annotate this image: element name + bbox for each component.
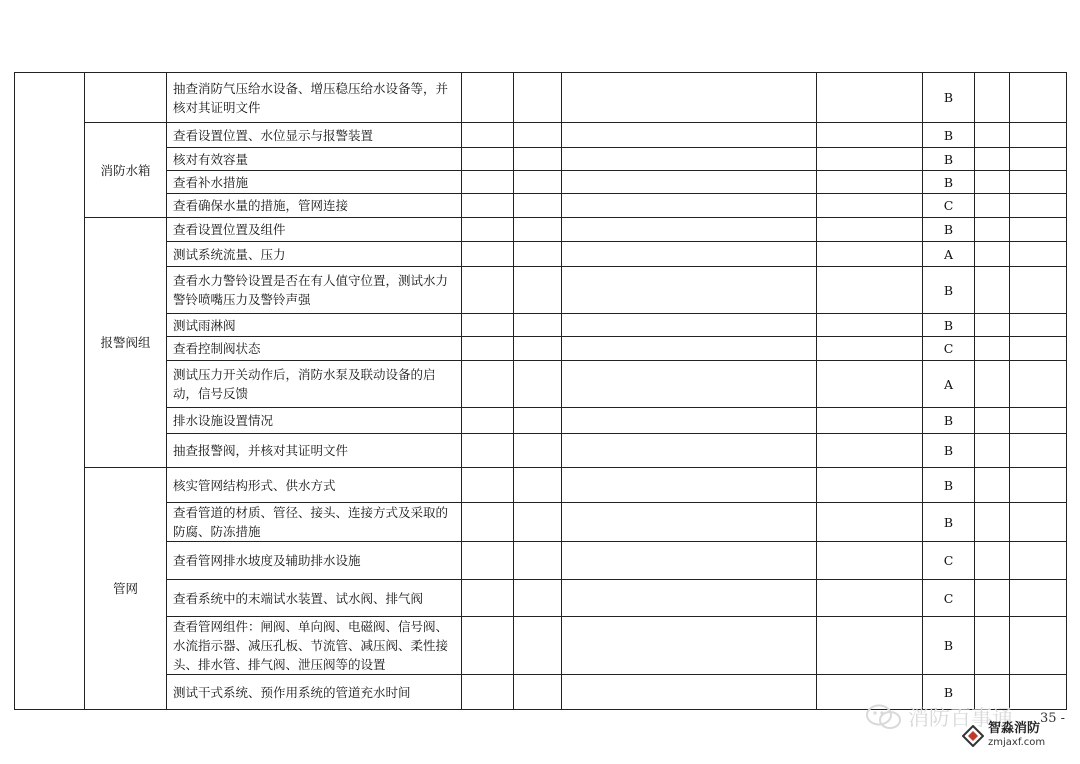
blank-cell (975, 218, 1010, 242)
table-row (15, 408, 1067, 434)
blank-cell (462, 580, 514, 617)
table-row (15, 542, 1067, 580)
table-row (15, 314, 1067, 337)
blank-cell (514, 361, 562, 408)
table-row (15, 468, 1067, 503)
blank-cell (975, 314, 1010, 337)
blank-cell (514, 434, 562, 468)
inspection-item: 查看系统中的末端试水装置、试水阀、排气阀 (167, 580, 462, 617)
blank-cell (462, 314, 514, 337)
blank-cell (1010, 503, 1067, 542)
blank-cell (975, 267, 1010, 314)
inspection-item: 测试压力开关动作后，消防水泵及联动设备的启动，信号反馈 (167, 361, 462, 408)
blank-cell (562, 337, 817, 361)
grade-cell: A (923, 242, 975, 267)
inspection-item: 查看设置位置及组件 (167, 218, 462, 242)
inspection-item: 查看管网排水坡度及辅助排水设施 (167, 542, 462, 580)
grade-cell: B (923, 675, 975, 710)
blank-cell (975, 361, 1010, 408)
blank-cell (1010, 242, 1067, 267)
blank-cell (462, 171, 514, 194)
blank-cell (1010, 218, 1067, 242)
blank-cell (562, 194, 817, 218)
blank-cell (1010, 468, 1067, 503)
grade-cell: B (923, 148, 975, 171)
blank-cell (1010, 148, 1067, 171)
blank-cell (562, 434, 817, 468)
blank-cell (1010, 314, 1067, 337)
group-name: 消防水箱 (85, 123, 167, 218)
grade-cell: B (923, 267, 975, 314)
blank-cell (462, 337, 514, 361)
blank-cell (562, 468, 817, 503)
blank-cell (462, 542, 514, 580)
grade-cell: C (923, 194, 975, 218)
blank-cell (975, 408, 1010, 434)
blank-cell (462, 434, 514, 468)
logo-url: zmjaxf.com (988, 737, 1046, 748)
blank-cell (975, 171, 1010, 194)
group-name: 管网 (85, 468, 167, 710)
table-row (15, 171, 1067, 194)
blank-cell (514, 123, 562, 148)
grade-cell: B (923, 468, 975, 503)
blank-cell (462, 194, 514, 218)
table-row (15, 267, 1067, 314)
watermark-text: 消防百事通 (908, 706, 1013, 730)
blank-cell (562, 123, 817, 148)
inspection-item: 查看管道的材质、管径、接头、连接方式及采取的防腐、防冻措施 (167, 503, 462, 542)
grade-cell: C (923, 337, 975, 361)
inspection-item: 测试干式系统、预作用系统的管道充水时间 (167, 675, 462, 710)
blank-cell (562, 314, 817, 337)
blank-cell (817, 542, 923, 580)
blank-cell (514, 468, 562, 503)
blank-cell (462, 408, 514, 434)
blank-cell (975, 580, 1010, 617)
blank-cell (514, 408, 562, 434)
section-cell (15, 73, 85, 710)
inspection-item: 测试系统流量、压力 (167, 242, 462, 267)
inspection-item: 抽查消防气压给水设备、增压稳压给水设备等，并核对其证明文件 (167, 73, 462, 123)
blank-cell (1010, 361, 1067, 408)
group-name (85, 73, 167, 123)
blank-cell (462, 361, 514, 408)
blank-cell (562, 542, 817, 580)
blank-cell (462, 148, 514, 171)
inspection-item: 查看确保水量的措施，管网连接 (167, 194, 462, 218)
blank-cell (817, 123, 923, 148)
blank-cell (1010, 434, 1067, 468)
blank-cell (562, 171, 817, 194)
grade-cell: B (923, 617, 975, 675)
blank-cell (562, 242, 817, 267)
blank-cell (562, 73, 817, 123)
table-row (15, 337, 1067, 361)
blank-cell (817, 242, 923, 267)
blank-cell (817, 580, 923, 617)
blank-cell (817, 617, 923, 675)
blank-cell (817, 148, 923, 171)
blank-cell (1010, 408, 1067, 434)
table-row (15, 242, 1067, 267)
blank-cell (514, 73, 562, 123)
wechat-icon (866, 704, 902, 730)
blank-cell (1010, 123, 1067, 148)
blank-cell (1010, 267, 1067, 314)
logo-title: 智淼消防 (988, 721, 1041, 736)
blank-cell (562, 675, 817, 710)
blank-cell (462, 123, 514, 148)
blank-cell (975, 617, 1010, 675)
blank-cell (975, 73, 1010, 123)
table-row (15, 361, 1067, 408)
blank-cell (975, 542, 1010, 580)
inspection-item: 查看管网组件：闸阀、单向阀、电磁阀、信号阀、水流指示器、减压孔板、节流管、减压阀、柔性接头、排水管、排气阀、泄压阀等的设置 (167, 617, 462, 675)
blank-cell (514, 580, 562, 617)
blank-cell (817, 434, 923, 468)
site-logo (962, 722, 1045, 750)
blank-cell (1010, 337, 1067, 361)
blank-cell (514, 542, 562, 580)
blank-cell (1010, 542, 1067, 580)
blank-cell (514, 675, 562, 710)
table-row (15, 503, 1067, 542)
inspection-item: 核对有效容量 (167, 148, 462, 171)
table-row (15, 218, 1067, 242)
blank-cell (817, 314, 923, 337)
blank-cell (975, 148, 1010, 171)
grade-cell: B (923, 408, 975, 434)
blank-cell (462, 73, 514, 123)
blank-cell (562, 361, 817, 408)
blank-cell (462, 218, 514, 242)
table-row (15, 73, 1067, 123)
blank-cell (975, 434, 1010, 468)
inspection-item: 抽查报警阀，并核对其证明文件 (167, 434, 462, 468)
grade-cell: B (923, 434, 975, 468)
blank-cell (817, 503, 923, 542)
inspection-item: 查看控制阀状态 (167, 337, 462, 361)
group-name: 报警阀组 (85, 218, 167, 468)
table-row (15, 194, 1067, 218)
grade-cell: C (923, 542, 975, 580)
blank-cell (514, 242, 562, 267)
grade-cell: B (923, 503, 975, 542)
inspection-table (14, 72, 1067, 710)
blank-cell (562, 580, 817, 617)
blank-cell (514, 148, 562, 171)
blank-cell (1010, 171, 1067, 194)
blank-cell (1010, 580, 1067, 617)
grade-cell: B (923, 123, 975, 148)
blank-cell (514, 218, 562, 242)
blank-cell (817, 408, 923, 434)
table-row (15, 148, 1067, 171)
page-number: 35 - (1040, 711, 1066, 726)
blank-cell (817, 218, 923, 242)
blank-cell (817, 267, 923, 314)
blank-cell (462, 267, 514, 314)
blank-cell (817, 361, 923, 408)
table-row (15, 123, 1067, 148)
blank-cell (514, 503, 562, 542)
blank-cell (514, 194, 562, 218)
inspection-item: 查看水力警铃设置是否在有人值守位置，测试水力警铃喷嘴压力及警铃声强 (167, 267, 462, 314)
grade-cell: A (923, 361, 975, 408)
blank-cell (817, 171, 923, 194)
blank-cell (462, 617, 514, 675)
blank-cell (462, 503, 514, 542)
blank-cell (975, 468, 1010, 503)
grade-cell: B (923, 218, 975, 242)
blank-cell (562, 408, 817, 434)
inspection-item: 核实管网结构形式、供水方式 (167, 468, 462, 503)
blank-cell (975, 194, 1010, 218)
grade-cell: B (923, 73, 975, 123)
blank-cell (975, 242, 1010, 267)
table-row (15, 617, 1067, 675)
blank-cell (514, 171, 562, 194)
blank-cell (817, 337, 923, 361)
inspection-item: 查看设置位置、水位显示与报警装置 (167, 123, 462, 148)
blank-cell (975, 503, 1010, 542)
diamond-logo-icon (962, 725, 984, 747)
blank-cell (514, 337, 562, 361)
blank-cell (462, 468, 514, 503)
blank-cell (817, 468, 923, 503)
blank-cell (1010, 73, 1067, 123)
grade-cell: B (923, 171, 975, 194)
table-row (15, 580, 1067, 617)
blank-cell (514, 267, 562, 314)
grade-cell: C (923, 580, 975, 617)
blank-cell (462, 242, 514, 267)
blank-cell (1010, 194, 1067, 218)
blank-cell (817, 194, 923, 218)
blank-cell (1010, 675, 1067, 710)
inspection-item: 测试雨淋阀 (167, 314, 462, 337)
blank-cell (562, 617, 817, 675)
blank-cell (975, 337, 1010, 361)
grade-cell: B (923, 314, 975, 337)
blank-cell (562, 148, 817, 171)
blank-cell (817, 73, 923, 123)
inspection-item: 排水设施设置情况 (167, 408, 462, 434)
table-row (15, 434, 1067, 468)
blank-cell (514, 617, 562, 675)
blank-cell (562, 218, 817, 242)
blank-cell (514, 314, 562, 337)
blank-cell (462, 675, 514, 710)
blank-cell (975, 123, 1010, 148)
blank-cell (1010, 617, 1067, 675)
blank-cell (562, 267, 817, 314)
inspection-item: 查看补水措施 (167, 171, 462, 194)
blank-cell (562, 503, 817, 542)
